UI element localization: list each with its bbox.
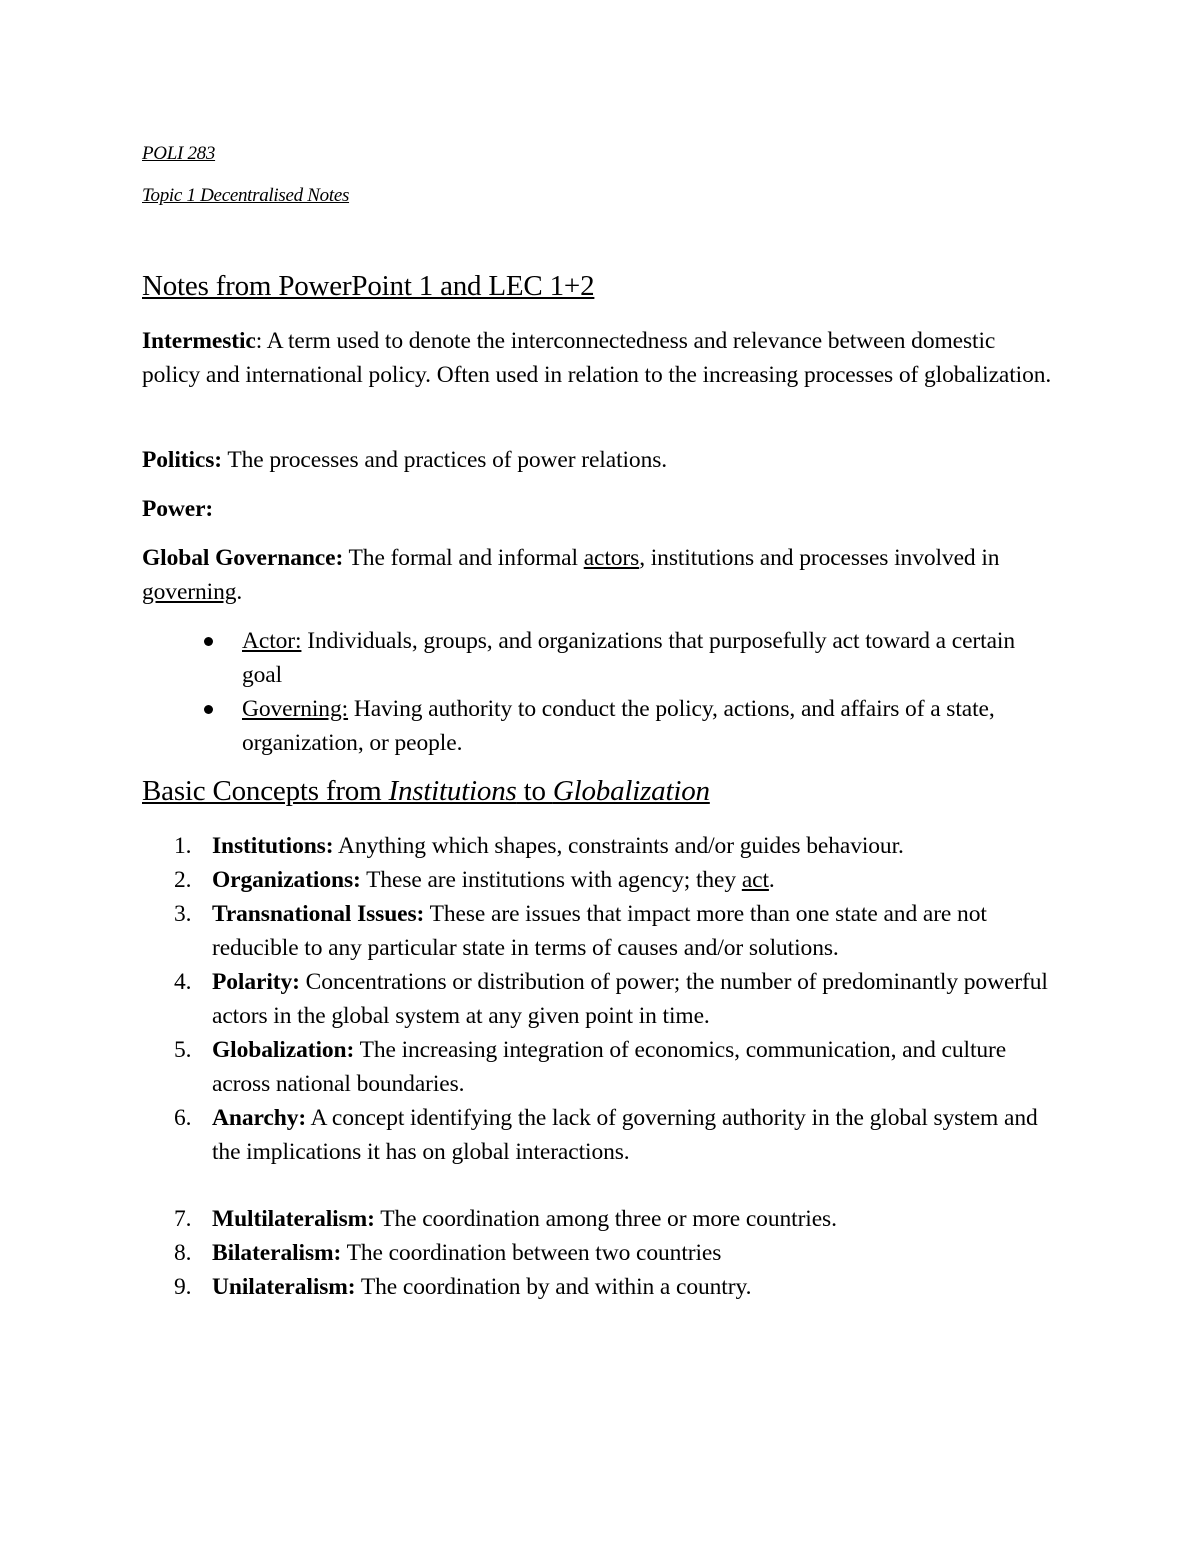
bullet-dot-icon <box>204 705 213 714</box>
concepts-list <box>174 829 1062 1304</box>
course-code: POLI 283 <box>142 143 216 164</box>
bullet-item-actor <box>242 624 1042 692</box>
bullet-list <box>242 624 1042 760</box>
list-item <box>174 1270 1062 1304</box>
definition-text: The formal and informal <box>343 545 584 571</box>
list-number: 2. <box>174 867 192 893</box>
bullet-text: Individuals, groups, and organizations that purposefully act toward a certain goal <box>242 628 1015 688</box>
definition-intermestic: : A term used to denote the interconnectedness and relevance between domestic policy and international policy. Often used in relation to the increasing processes of globalization. <box>142 328 1052 388</box>
concept-term: Polarity: <box>212 969 300 995</box>
power-paragraph <box>142 492 1057 526</box>
list-number: 5. <box>174 1037 192 1063</box>
list-item <box>174 863 1062 897</box>
governing-ref: governing <box>142 579 237 605</box>
section-heading-basic-concepts <box>142 775 710 808</box>
list-number: 7. <box>174 1206 192 1232</box>
concept-term: Anarchy: <box>212 1105 307 1131</box>
list-number: 9. <box>174 1274 192 1300</box>
list-item <box>174 1236 1062 1270</box>
list-item <box>174 965 1062 1033</box>
definition-text: . <box>236 579 243 605</box>
heading-text: to <box>516 775 553 807</box>
bullet-label: Actor: <box>242 628 302 654</box>
concept-term: Organizations: <box>212 867 361 893</box>
section-heading-notes: Notes from PowerPoint 1 and LEC 1+2 <box>142 270 595 302</box>
bullet-item-governing <box>242 692 1042 760</box>
definition-politics: The processes and practices of power relations. <box>222 447 668 473</box>
list-number: 8. <box>174 1240 192 1266</box>
politics-paragraph <box>142 443 1057 477</box>
list-item <box>174 829 1062 863</box>
bullet-label: Governing: <box>242 696 349 722</box>
concept-definition: A concept identifying the lack of governing authority in the global system and the implications it has on global interactions. <box>212 1105 1038 1165</box>
list-item <box>174 1101 1062 1169</box>
concept-term: Multilateralism: <box>212 1206 375 1232</box>
concept-definition: Concentrations or distribution of power; the number of predominantly powerful actors in the global system at any given point in time. <box>212 969 1048 1029</box>
list-number: 4. <box>174 969 192 995</box>
concept-definition: The increasing integration of economics, communication, and culture across national boundaries. <box>212 1037 1007 1097</box>
concept-definition: . <box>768 867 775 893</box>
term-intermestic: Intermestic <box>142 328 256 354</box>
list-item <box>174 1202 1062 1236</box>
list-number: 1. <box>174 833 192 859</box>
heading-emphasis-globalization: Globalization <box>552 775 710 807</box>
concept-term: Globalization: <box>212 1037 355 1063</box>
actors-ref: actors <box>583 545 640 571</box>
concept-term: Institutions: <box>212 833 334 859</box>
global-governance-paragraph <box>142 541 1057 609</box>
list-number: 3. <box>174 901 192 927</box>
heading-emphasis-institutions: Institutions <box>388 775 517 807</box>
bullet-text: Having authority to conduct the policy, actions, and affairs of a state, organization, or people. <box>242 696 995 756</box>
definition-text: , institutions and processes involved in <box>639 545 1000 571</box>
concept-emphasis: act <box>741 867 769 893</box>
concept-definition: These are issues that impact more than one state and are not reducible to any particular state in terms of causes and/or solutions. <box>212 901 987 961</box>
concept-definition: The coordination by and within a country. <box>355 1274 752 1300</box>
term-global-governance: Global Governance: <box>142 545 344 571</box>
list-item <box>174 1033 1062 1101</box>
intermestic-paragraph <box>142 324 1057 392</box>
concept-definition: Anything which shapes, constraints and/or guides behaviour. <box>333 833 904 859</box>
concept-definition: These are institutions with agency; they <box>360 867 742 893</box>
list-item <box>174 897 1062 965</box>
concept-definition: The coordination among three or more countries. <box>374 1206 837 1232</box>
bullet-dot-icon <box>204 637 213 646</box>
concept-term: Unilateralism: <box>212 1274 356 1300</box>
concept-term: Bilateralism: <box>212 1240 342 1266</box>
list-number: 6. <box>174 1105 192 1131</box>
concept-term: Transnational Issues: <box>212 901 425 927</box>
concept-definition: The coordination between two countries <box>341 1240 722 1266</box>
term-politics: Politics: <box>142 447 223 473</box>
heading-text: Basic Concepts from <box>142 775 389 807</box>
term-power: Power: <box>142 496 214 522</box>
topic-title: Topic 1 Decentralised Notes <box>142 185 350 206</box>
